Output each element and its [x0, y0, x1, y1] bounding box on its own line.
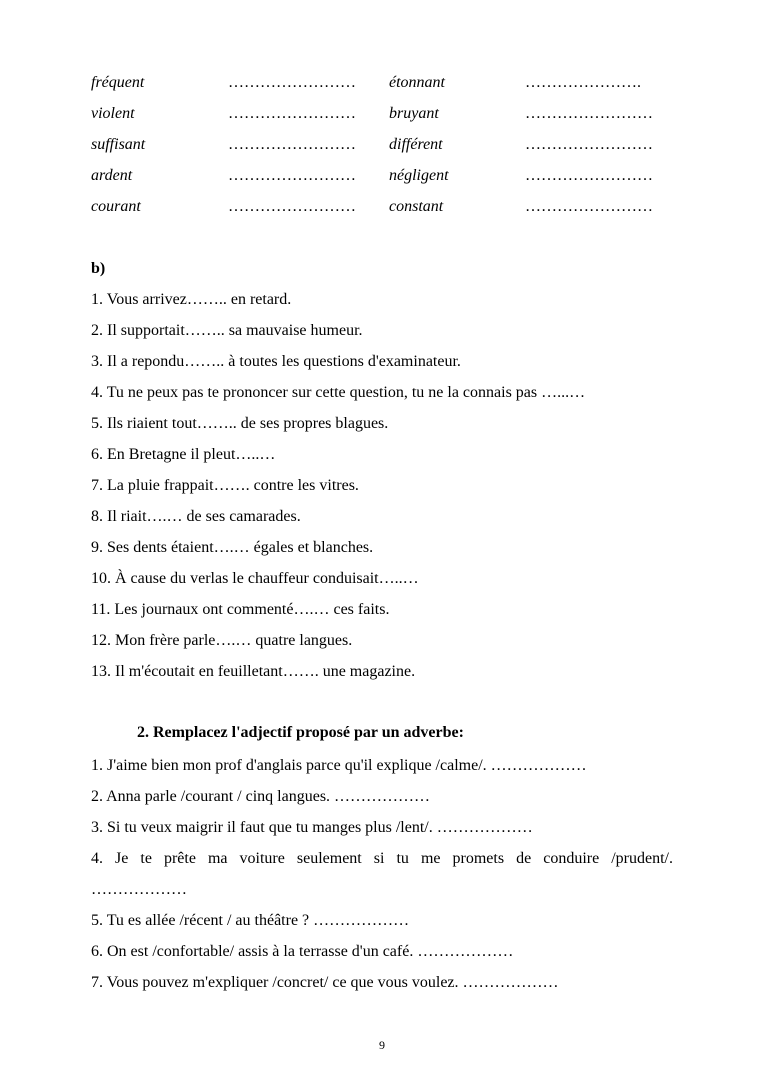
adjective-row [91, 105, 681, 136]
exercise-sentence: 6. En Bretagne il pleut…..… [91, 446, 276, 463]
exercise-item: 5. Tu es allée /récent / au théâtre ? ……………… [91, 912, 410, 929]
adjective-word: bruyant [389, 105, 439, 122]
exercise-2-title: 2. Remplacez l'adjectif proposé par un adverbe: [137, 724, 464, 741]
exercise-item-continuation: ……………… [91, 881, 187, 898]
exercise-sentence: 10. À cause du verlas le chauffeur conduisait…..… [91, 570, 419, 587]
exercise-sentence: 5. Ils riaient tout…….. de ses propres blagues. [91, 415, 389, 432]
exercise-sentence: 8. Il riait….… de ses camarades. [91, 508, 301, 525]
adverb-blank: …………………… [228, 167, 356, 184]
exercise-sentence: 13. Il m'écoutait en feuilletant……. une magazine. [91, 663, 416, 680]
exercise-item: 7. Vous pouvez m'expliquer /concret/ ce que vous voulez. ……………… [91, 974, 559, 991]
exercise-sentence: 1. Vous arrivez…….. en retard. [91, 291, 292, 308]
exercise-sentence: 2. Il supportait…….. sa mauvaise humeur. [91, 322, 363, 339]
adjective-word: différent [389, 136, 443, 153]
adjective-table [91, 74, 681, 229]
adverb-blank: …………………… [525, 167, 653, 184]
adjective-word: violent [91, 105, 135, 122]
adjective-word: fréquent [91, 74, 145, 91]
exercise-item: 6. On est /confortable/ assis à la terrasse d'un café. ……………… [91, 943, 514, 960]
adverb-blank: …………………… [228, 105, 356, 122]
adjective-word: étonnant [389, 74, 445, 91]
adjective-row [91, 198, 681, 229]
page-number: 9 [379, 1038, 385, 1052]
adjective-word: courant [91, 198, 141, 215]
exercise-sentence: 4. Tu ne peux pas te prononcer sur cette question, tu ne la connais pas …...… [91, 384, 586, 401]
adjective-word: ardent [91, 167, 133, 184]
section-b-sentences [91, 290, 681, 693]
adverb-blank: …………………. [525, 74, 641, 91]
adverb-blank: …………………… [228, 136, 356, 153]
adjective-row [91, 136, 681, 167]
adjective-word: suffisant [91, 136, 146, 153]
exercise-2-list [91, 756, 673, 1004]
adverb-blank: …………………… [525, 198, 653, 215]
adjective-word: constant [389, 198, 444, 215]
exercise-item: 1. J'aime bien mon prof d'anglais parce qu'il explique /calme/. ……………… [91, 757, 587, 774]
section-b-label: b) [91, 260, 106, 277]
exercise-sentence: 7. La pluie frappait……. contre les vitres. [91, 477, 359, 494]
exercise-item: 3. Si tu veux maigrir il faut que tu manges plus /lent/. ……………… [91, 819, 533, 836]
exercise-sentence: 3. Il a repondu…….. à toutes les questions d'examinateur. [91, 353, 461, 370]
exercise-sentence: 9. Ses dents étaient….… égales et blanches. [91, 539, 374, 556]
adverb-blank: …………………… [228, 74, 356, 91]
adjective-row [91, 74, 681, 105]
adjective-row [91, 167, 681, 198]
exercise-sentence: 12. Mon frère parle….… quatre langues. [91, 632, 353, 649]
adjective-word: négligent [389, 167, 449, 184]
exercise-item: 2. Anna parle /courant / cinq langues. ……………… [91, 788, 431, 805]
exercise-sentence: 11. Les journaux ont commenté….… ces faits. [91, 601, 390, 618]
adverb-blank: …………………… [525, 105, 653, 122]
adverb-blank: …………………… [525, 136, 653, 153]
exercise-item: 4. Je te prête ma voiture seulement si tu me promets de conduire /prudent/. [91, 850, 673, 867]
adverb-blank: …………………… [228, 198, 356, 215]
